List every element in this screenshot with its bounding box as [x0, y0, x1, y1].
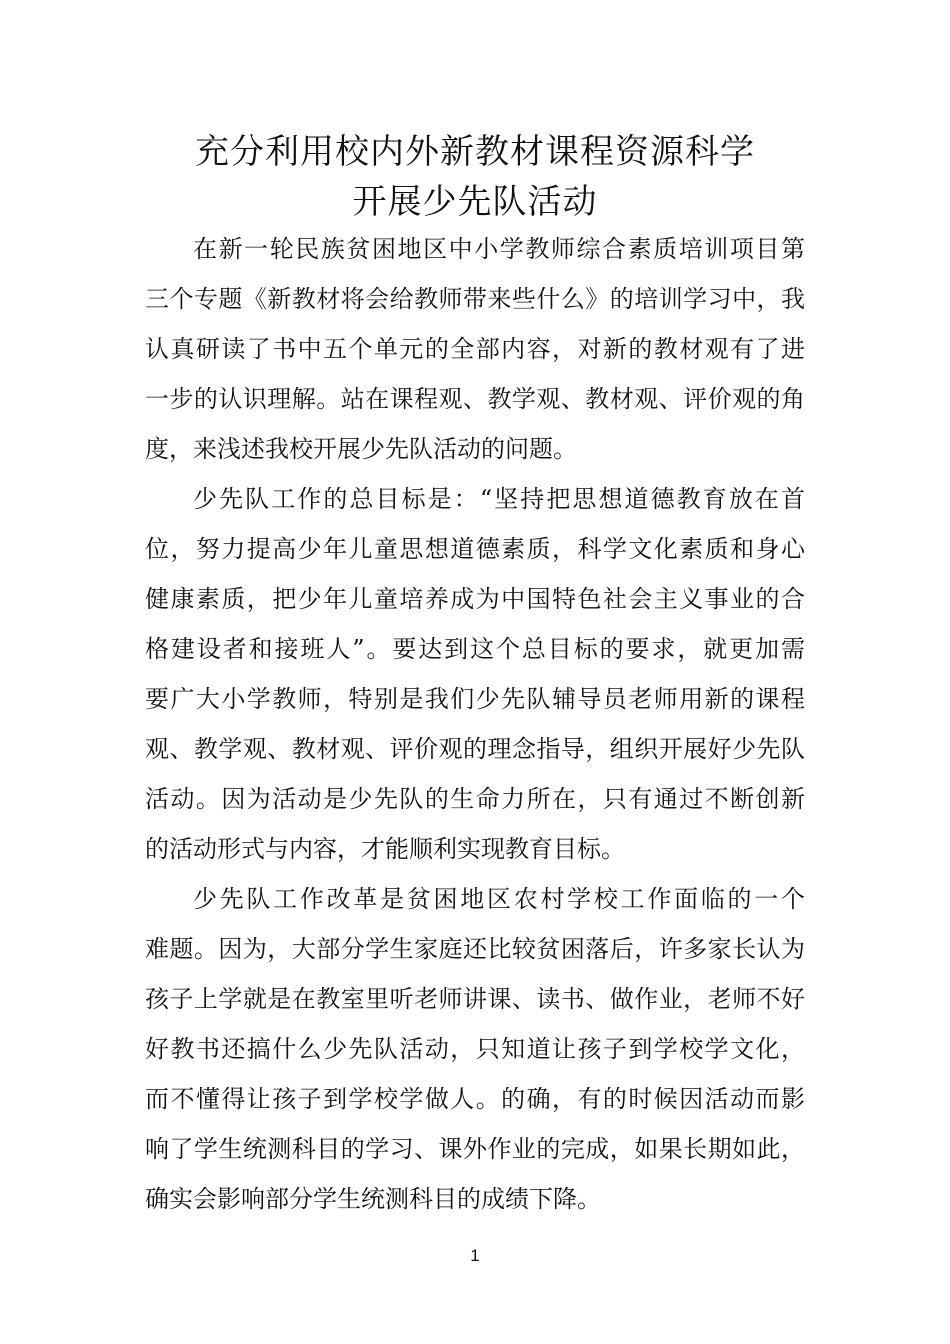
- page-number: 1: [470, 1246, 480, 1265]
- document-title-line-1: 充分利用校内外新教材课程资源科学: [195, 132, 755, 172]
- paragraph-1-line-5: 度，来浅述我校开展少先队活动的问题。: [145, 435, 577, 463]
- paragraph-3-line-3: 孩子上学就是在教室里听老师讲课、读书、做作业，老师不好: [145, 985, 805, 1013]
- paragraph-1-line-3: 认真研读了书中五个单元的全部内容，对新的教材观有了进: [145, 335, 805, 363]
- paragraph-3-line-1: 少先队工作改革是贫困地区农村学校工作面临的一个: [193, 885, 805, 913]
- paragraph-2-line-1: 少先队工作的总目标是：“坚持把思想道德教育放在首: [193, 485, 805, 513]
- paragraph-3-line-7: 确实会影响部分学生统测科目的成绩下降。: [145, 1185, 601, 1213]
- paragraph-2-line-8: 的活动形式与内容，才能顺利实现教育目标。: [145, 835, 625, 863]
- paragraph-2-line-4: 格建设者和接班人”。要达到这个总目标的要求，就更加需: [145, 635, 805, 663]
- paragraph-2-line-5: 要广大小学教师，特别是我们少先队辅导员老师用新的课程: [145, 685, 805, 713]
- paragraph-3-line-4: 好教书还搞什么少先队活动，只知道让孩子到学校学文化，: [145, 1035, 805, 1063]
- paragraph-3-line-6: 响了学生统测科目的学习、课外作业的完成，如果长期如此，: [145, 1135, 805, 1163]
- paragraph-1-line-2: 三个专题《新教材将会给教师带来些什么》的培训学习中，我: [145, 285, 805, 313]
- paragraph-2-line-6: 观、教学观、教材观、评价观的理念指导，组织开展好少先队: [145, 735, 805, 763]
- paragraph-3-line-5: 而不懂得让孩子到学校学做人。的确，有的时候因活动而影: [145, 1085, 805, 1113]
- paragraph-1-line-4: 一步的认识理解。站在课程观、教学观、教材观、评价观的角: [145, 385, 805, 413]
- document-title-line-2: 开展少先队活动: [352, 182, 598, 222]
- paragraph-2-line-7: 活动。因为活动是少先队的生命力所在，只有通过不断创新: [145, 785, 805, 813]
- paragraph-2-line-2: 位，努力提高少年儿童思想道德素质，科学文化素质和身心: [145, 535, 805, 563]
- paragraph-1-line-1: 在新一轮民族贫困地区中小学教师综合素质培训项目第: [193, 235, 805, 263]
- paragraph-3-line-2: 难题。因为，大部分学生家庭还比较贫困落后，许多家长认为: [145, 935, 805, 963]
- paragraph-2-line-3: 健康素质，把少年儿童培养成为中国特色社会主义事业的合: [145, 585, 805, 613]
